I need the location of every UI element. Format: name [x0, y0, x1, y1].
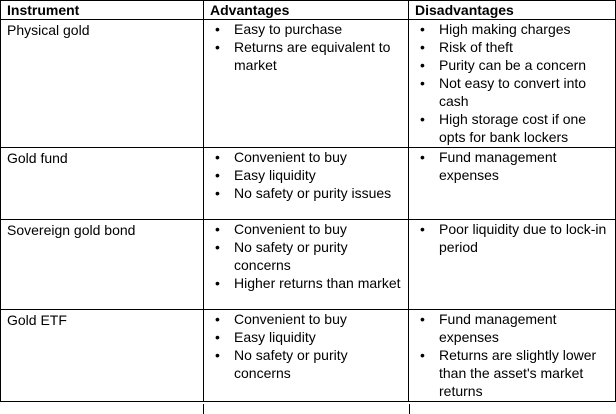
list-item — [415, 220, 609, 256]
advantages-cell — [204, 148, 409, 220]
list-item-text: Convenient to buy — [234, 149, 347, 165]
list-item — [210, 38, 402, 74]
bullet-icon: • — [215, 21, 220, 37]
bullet-icon: • — [420, 347, 425, 363]
instrument-cell: Gold fund — [1, 148, 204, 220]
disadvantages-cell — [409, 310, 616, 402]
advantages-list — [210, 310, 402, 382]
header-advantages: Advantages — [204, 1, 409, 20]
list-item — [210, 184, 402, 202]
list-item — [210, 220, 402, 238]
advantages-list — [210, 148, 402, 202]
list-item — [415, 148, 609, 184]
list-item-text: Poor liquidity due to lock-in period — [439, 221, 607, 255]
bullet-icon: • — [420, 75, 425, 91]
bullet-icon: • — [215, 221, 220, 237]
disadvantages-list — [415, 148, 609, 184]
list-item-text: No safety or purity issues — [234, 185, 392, 201]
trailing-column-rule — [203, 404, 204, 414]
list-item-text: Easy liquidity — [234, 167, 316, 183]
list-item — [210, 274, 402, 292]
bullet-icon: • — [420, 221, 425, 237]
list-item-text: Purity can be a concern — [439, 57, 587, 73]
list-item — [415, 56, 609, 74]
list-item — [415, 38, 609, 56]
bullet-icon: • — [215, 239, 220, 255]
bullet-icon: • — [215, 329, 220, 345]
list-item — [210, 166, 402, 184]
header-instrument: Instrument — [1, 1, 204, 20]
list-item-text: Returns are equivalent to market — [234, 39, 391, 73]
list-item — [210, 346, 402, 382]
list-item-text: Higher returns than market — [234, 275, 401, 291]
list-item — [415, 310, 609, 346]
table-row-gold-etf — [1, 310, 616, 402]
bullet-icon: • — [215, 311, 220, 327]
disadvantages-list — [415, 20, 609, 146]
bullet-icon: • — [215, 167, 220, 183]
list-item-text: High storage cost if one opts for bank lockers — [439, 111, 587, 145]
disadvantages-cell — [409, 148, 616, 220]
instrument-cell: Physical gold — [1, 20, 204, 148]
advantages-list — [210, 220, 402, 292]
list-item — [415, 74, 609, 110]
list-item-text: Easy to purchase — [234, 21, 343, 37]
table-row-sovereign-gold-bond — [1, 220, 616, 310]
table-row-physical-gold — [1, 20, 616, 148]
bullet-icon: • — [215, 347, 220, 363]
list-item — [210, 328, 402, 346]
bullet-icon: • — [215, 185, 220, 201]
bullet-icon: • — [215, 275, 220, 291]
bullet-icon: • — [420, 149, 425, 165]
advantages-list — [210, 20, 402, 74]
list-item-text: Fund management expenses — [439, 149, 557, 183]
list-item — [415, 346, 609, 400]
advantages-cell — [204, 310, 409, 402]
bullet-icon: • — [215, 149, 220, 165]
list-item-text: No safety or purity concerns — [234, 239, 348, 273]
header-row — [1, 1, 616, 20]
list-item — [210, 238, 402, 274]
disadvantages-list — [415, 310, 609, 400]
header-disadvantages: Disadvantages — [409, 1, 616, 20]
disadvantages-cell — [409, 220, 616, 310]
bullet-icon: • — [420, 311, 425, 327]
list-item-text: Returns are slightly lower than the asset's market returns — [439, 347, 597, 399]
list-item — [210, 148, 402, 166]
table-row-gold-fund — [1, 148, 616, 220]
bullet-icon: • — [215, 39, 220, 55]
list-item — [210, 20, 402, 38]
list-item-text: Not easy to convert into cash — [439, 75, 587, 109]
list-item — [415, 110, 609, 146]
bullet-icon: • — [420, 39, 425, 55]
list-item-text: Easy liquidity — [234, 329, 316, 345]
disadvantages-cell — [409, 20, 616, 148]
list-item-text: Risk of theft — [439, 39, 513, 55]
list-item-text: No safety or purity concerns — [234, 347, 348, 381]
list-item-text: Fund management expenses — [439, 311, 557, 345]
list-item-text: High making charges — [439, 21, 571, 37]
list-item-text: Convenient to buy — [234, 311, 347, 327]
list-item — [210, 310, 402, 328]
advantages-cell — [204, 220, 409, 310]
disadvantages-list — [415, 220, 609, 256]
trailing-column-rule — [409, 404, 410, 414]
bullet-icon: • — [420, 57, 425, 73]
instrument-cell: Sovereign gold bond — [1, 220, 204, 310]
instrument-cell: Gold ETF — [1, 310, 204, 402]
list-item-text: Convenient to buy — [234, 221, 347, 237]
bullet-icon: • — [420, 111, 425, 127]
list-item — [415, 20, 609, 38]
advantages-cell — [204, 20, 409, 148]
bullet-icon: • — [420, 21, 425, 37]
